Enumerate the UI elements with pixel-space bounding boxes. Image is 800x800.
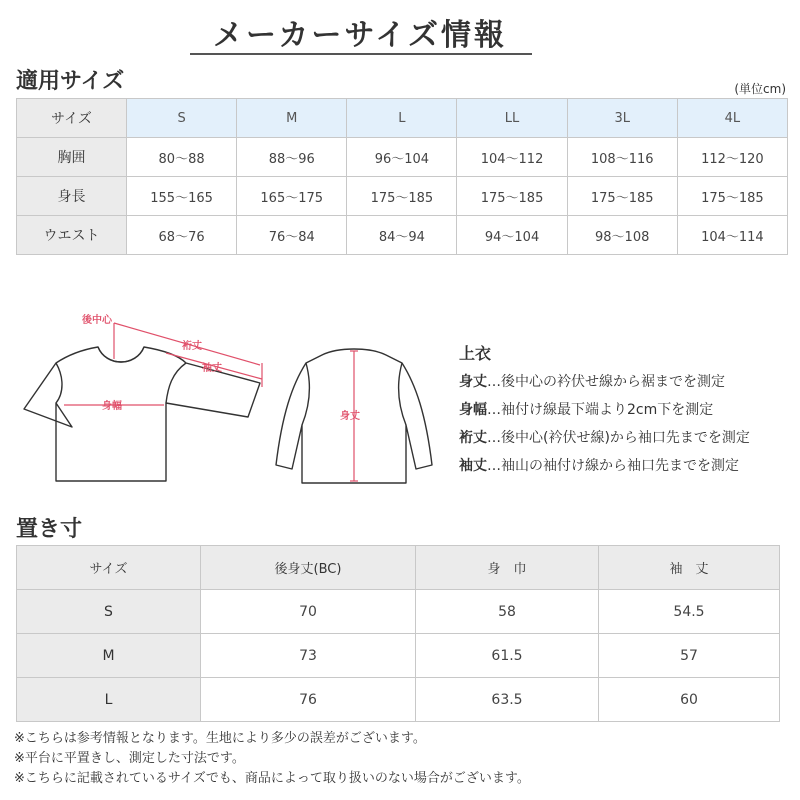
desc-line: 袖丈…袖山の袖付け線から袖口先までを測定 bbox=[459, 458, 739, 474]
label-width: 身幅 bbox=[102, 401, 122, 412]
header-cell: 袖 丈 bbox=[599, 546, 780, 590]
footnote: ※平台に平置きし、測定した寸法です。 bbox=[14, 751, 245, 766]
table-row bbox=[17, 216, 788, 255]
table-cell: 68〜76 bbox=[127, 216, 237, 255]
page-title: メーカーサイズ情報 bbox=[213, 18, 507, 53]
label-back-center: 後中心 bbox=[82, 315, 112, 326]
table-row bbox=[17, 634, 780, 678]
desc-title: 上衣 bbox=[459, 344, 492, 363]
header-cell: 後身丈(BC) bbox=[201, 546, 416, 590]
table-cell: 175〜185 bbox=[457, 177, 567, 216]
size-header-cell: 3L bbox=[567, 99, 677, 138]
fit-size-table bbox=[16, 98, 788, 255]
table-cell: 165〜175 bbox=[237, 177, 347, 216]
table-cell: 84〜94 bbox=[347, 216, 457, 255]
table-cell: 63.5 bbox=[416, 678, 599, 722]
table-cell: 175〜185 bbox=[347, 177, 457, 216]
size-cell: L bbox=[17, 678, 201, 722]
footnote: ※こちらに記載されているサイズでも、商品によって取り扱いのない場合がございます。 bbox=[14, 771, 530, 786]
table-cell: 76〜84 bbox=[237, 216, 347, 255]
label-yuki: 裄丈 bbox=[182, 341, 202, 352]
table-cell: 96〜104 bbox=[347, 138, 457, 177]
table-cell: 61.5 bbox=[416, 634, 599, 678]
table-cell: 73 bbox=[201, 634, 416, 678]
header-cell: サイズ bbox=[17, 546, 201, 590]
fit-size-heading: 適用サイズ bbox=[16, 69, 125, 94]
label-sleeve: 袖丈 bbox=[202, 363, 222, 374]
table-cell: 80〜88 bbox=[127, 138, 237, 177]
desc-line: 身幅…袖付け線最下端より2cm下を測定 bbox=[459, 402, 714, 418]
size-header-cell: 4L bbox=[677, 99, 787, 138]
table-row bbox=[17, 138, 788, 177]
header-cell: サイズ bbox=[17, 99, 127, 138]
table-row bbox=[17, 177, 788, 216]
table-cell: 76 bbox=[201, 678, 416, 722]
table-cell: 155〜165 bbox=[127, 177, 237, 216]
front-shirt-illustration bbox=[24, 347, 260, 481]
table-row bbox=[17, 590, 780, 634]
diagram-labels bbox=[81, 313, 360, 422]
table-cell: 60 bbox=[599, 678, 780, 722]
table-cell: 54.5 bbox=[599, 590, 780, 634]
footnote: ※こちらは参考情報となります。生地により多少の誤差がございます。 bbox=[14, 731, 426, 746]
table-cell: 175〜185 bbox=[677, 177, 787, 216]
table-row bbox=[17, 678, 780, 722]
size-header-cell: LL bbox=[457, 99, 567, 138]
okisun-table bbox=[16, 545, 780, 722]
desc-line: 身丈…後中心の衿伏せ線から裾までを測定 bbox=[459, 374, 725, 390]
unit-note: (単位cm) bbox=[734, 82, 786, 96]
table-cell: 104〜114 bbox=[677, 216, 787, 255]
table-cell: 104〜112 bbox=[457, 138, 567, 177]
row-label: 胸囲 bbox=[17, 138, 127, 177]
okisun-heading: 置き寸 bbox=[16, 517, 83, 542]
size-header-cell: S bbox=[127, 99, 237, 138]
size-header-cell: L bbox=[347, 99, 457, 138]
table-cell: 70 bbox=[201, 590, 416, 634]
header-cell: 身 巾 bbox=[416, 546, 599, 590]
table-cell: 175〜185 bbox=[567, 177, 677, 216]
table-cell: 98〜108 bbox=[567, 216, 677, 255]
table-header-row bbox=[17, 546, 780, 590]
table-cell: 94〜104 bbox=[457, 216, 567, 255]
title-underline bbox=[190, 53, 532, 55]
table-cell: 108〜116 bbox=[567, 138, 677, 177]
row-label: 身長 bbox=[17, 177, 127, 216]
row-label: ウエスト bbox=[17, 216, 127, 255]
size-cell: S bbox=[17, 590, 201, 634]
size-header-cell: M bbox=[237, 99, 347, 138]
table-cell: 112〜120 bbox=[677, 138, 787, 177]
size-cell: M bbox=[17, 634, 201, 678]
desc-line: 裄丈…後中心(衿伏せ線)から袖口先までを測定 bbox=[459, 430, 750, 446]
measurement-diagram bbox=[16, 305, 456, 495]
table-cell: 58 bbox=[416, 590, 599, 634]
label-length: 身丈 bbox=[340, 411, 360, 422]
table-cell: 57 bbox=[599, 634, 780, 678]
table-header-row bbox=[17, 99, 788, 138]
table-cell: 88〜96 bbox=[237, 138, 347, 177]
